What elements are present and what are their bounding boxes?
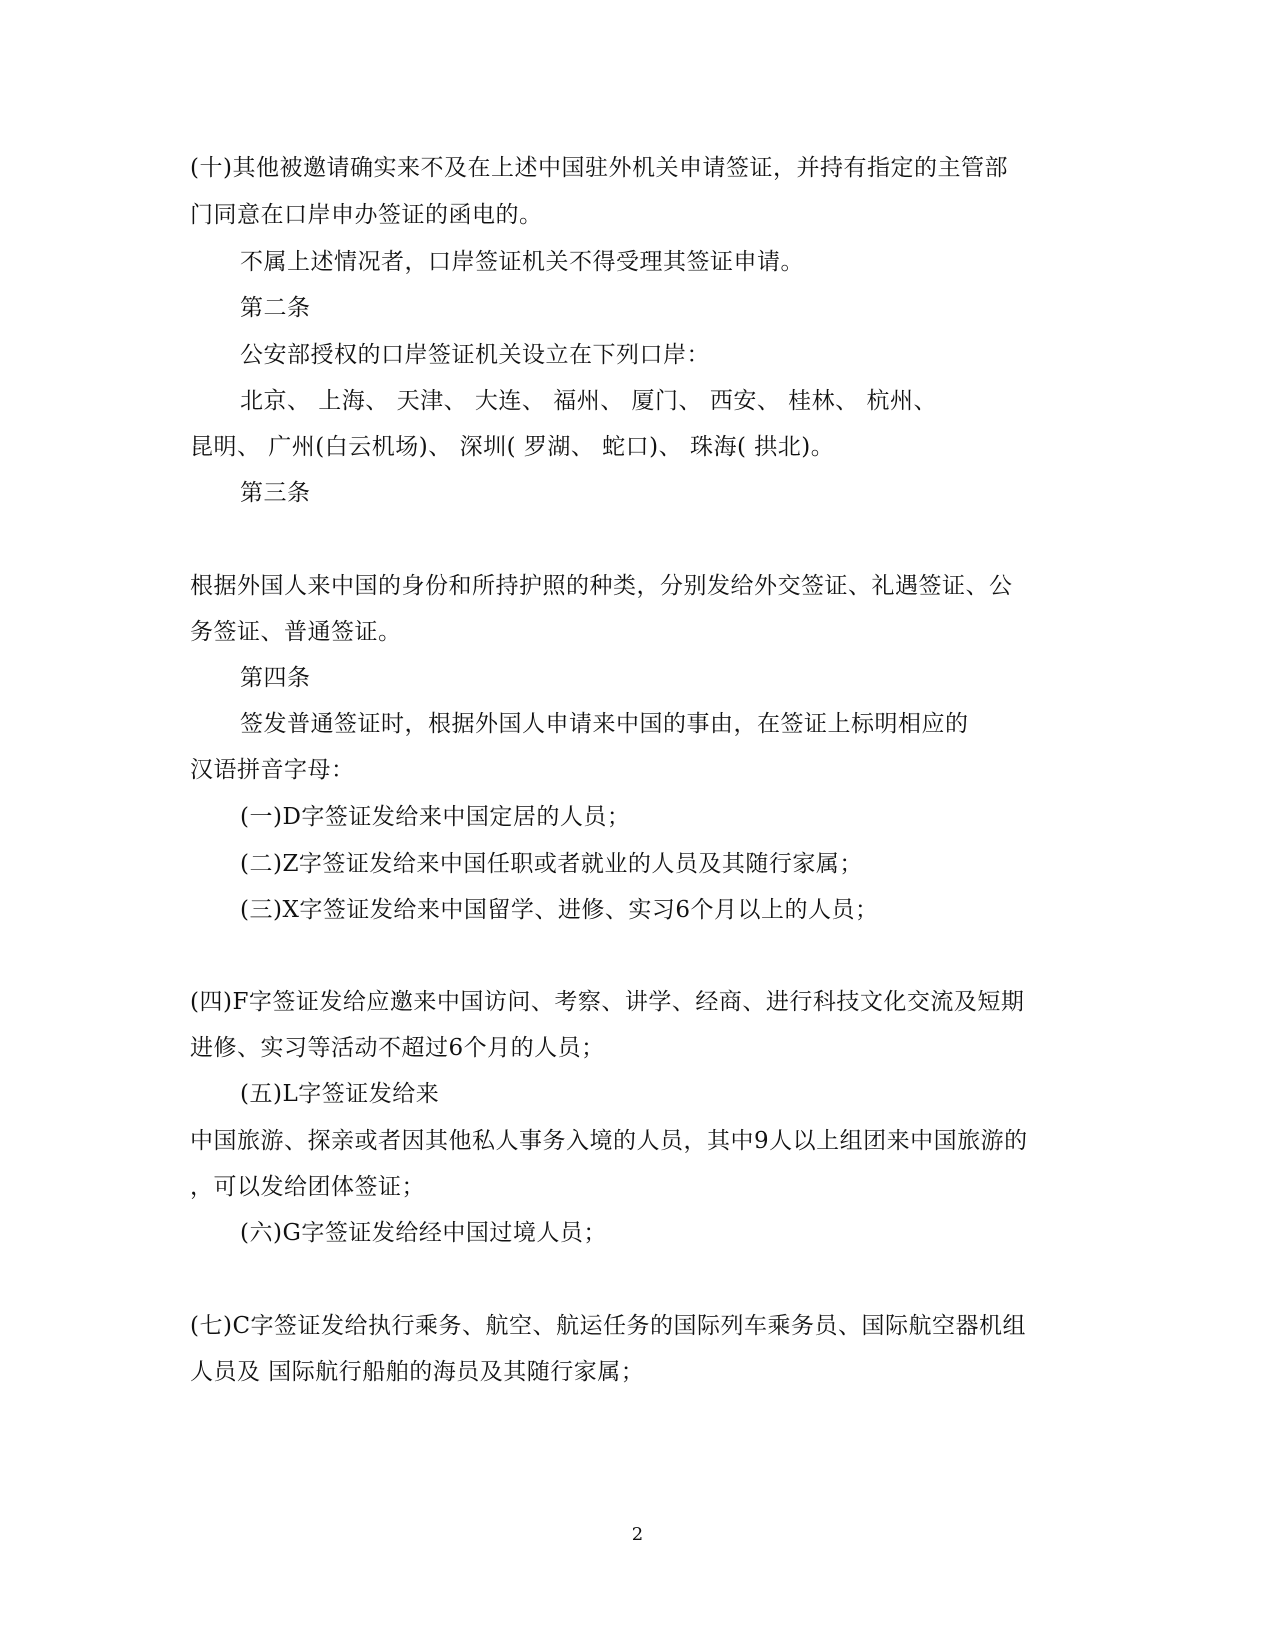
text-line-1: (十)其他被邀请确实来不及在上述中国驻外机关申请签证，并持有指定的主管部 [190, 155, 1008, 181]
text-line-22: (六)G字签证发给经中国过境人员； [240, 1220, 607, 1246]
text-line-6: 北京、 上海、 天津、 大连、 福州、 厦门、 西安、 桂林、 杭州、 [240, 388, 937, 414]
text-line-24: 人员及 国际航行船舶的海员及其随行家属； [190, 1359, 645, 1385]
text-line-10: 务签证、普通签证。 [190, 619, 402, 645]
text-line-5: 公安部授权的口岸签证机关设立在下列口岸： [240, 342, 710, 368]
text-line-23: (七)C字签证发给执行乘务、航空、航运任务的国际列车乘务员、国际航空器机组 [190, 1313, 1027, 1339]
article-heading-2: 第二条 [240, 295, 311, 321]
text-line-17: (四)F字签证发给应邀来中国访问、考察、讲学、经商、进行科技文化交流及短期 [190, 989, 1025, 1015]
text-line-20: 中国旅游、探亲或者因其他私人事务入境的人员，其中9人以上组团来中国旅游的 [190, 1128, 1028, 1154]
text-line-19: (五)L字签证发给来 [240, 1081, 440, 1107]
text-line-13: 汉语拼音字母： [190, 757, 355, 783]
text-line-18: 进修、实习等活动不超过6个月的人员； [190, 1035, 605, 1061]
text-line-2: 门同意在口岸申办签证的函电的。 [190, 202, 543, 228]
text-line-12: 签发普通签证时，根据外国人申请来中国的事由，在签证上标明相应的 [240, 711, 969, 737]
text-line-21: ，可以发给团体签证； [190, 1174, 425, 1200]
text-line-15: (二)Z字签证发给来中国任职或者就业的人员及其随行家属； [240, 851, 863, 877]
text-line-16: (三)X字签证发给来中国留学、进修、实习6个月以上的人员； [240, 897, 879, 923]
page-number: 2 [631, 1524, 644, 1545]
article-heading-3: 第三条 [240, 480, 311, 506]
article-heading-4: 第四条 [240, 665, 311, 691]
text-line-9: 根据外国人来中国的身份和所持护照的种类，分别发给外交签证、礼遇签证、公 [190, 573, 1013, 599]
text-line-14: (一)D字签证发给来中国定居的人员； [240, 804, 631, 830]
text-line-3: 不属上述情况者，口岸签证机关不得受理其签证申请。 [240, 249, 804, 275]
text-line-7: 昆明、 广州(白云机场)、 深圳( 罗湖、 蛇口)、 珠海( 拱北)。 [190, 434, 835, 460]
